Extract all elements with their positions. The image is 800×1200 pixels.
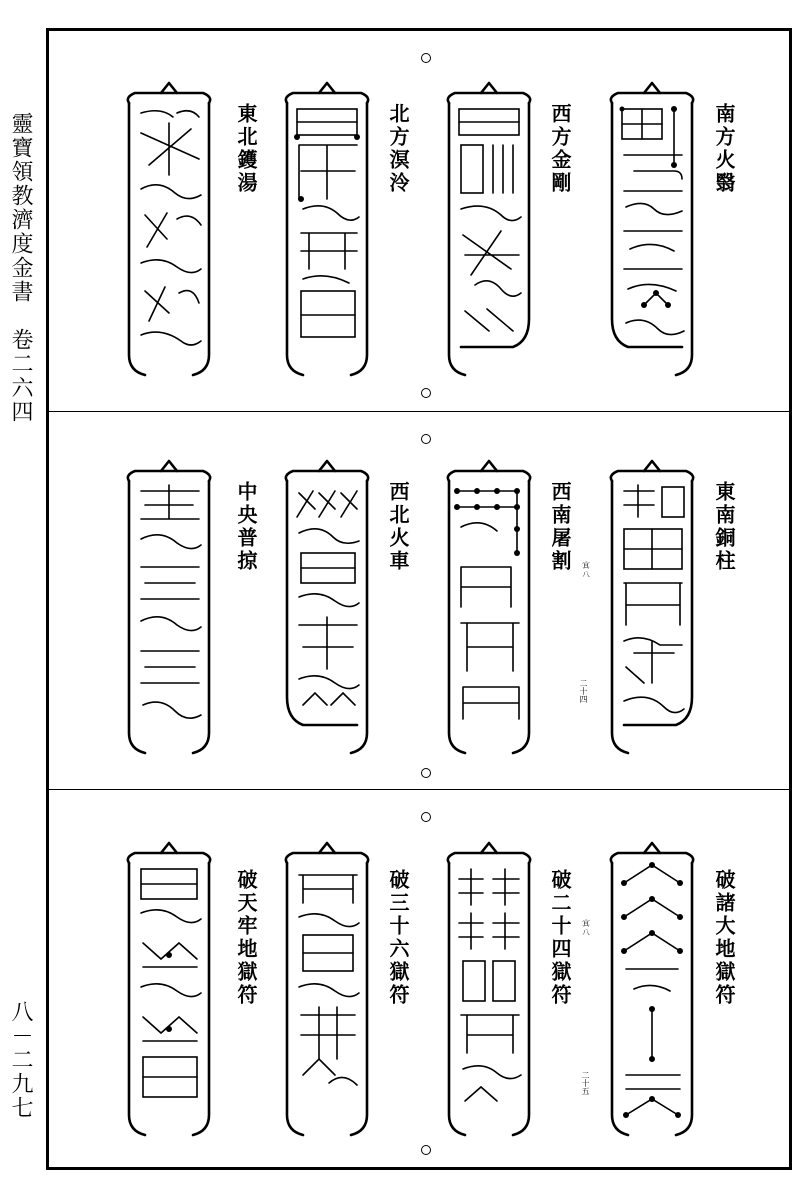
circle-ornament-icon (421, 53, 431, 63)
circle-ornament-icon (421, 812, 431, 822)
talisman-label: 破天牢地獄符 (234, 869, 258, 1007)
talisman-glyph-icon (441, 79, 537, 389)
talisman-note: 二十四 (579, 679, 588, 703)
talisman-label: 中央普掠 (234, 481, 258, 573)
talisman-glyph-icon (121, 79, 217, 389)
talisman-glyph-icon (121, 457, 217, 767)
talisman-glyph-icon (279, 457, 375, 767)
talisman-note: 二十五 (581, 1071, 590, 1095)
talisman-glyph-icon (604, 839, 700, 1149)
talisman-glyph-icon (121, 839, 217, 1149)
section-divider (49, 789, 789, 790)
talisman-glyph-icon (441, 457, 537, 767)
circle-ornament-icon (421, 768, 431, 778)
circle-ornament-icon (421, 1145, 431, 1155)
circle-ornament-icon (421, 388, 431, 398)
talisman-note: 𡨋八 (581, 919, 590, 935)
talisman-glyph-icon (441, 839, 537, 1149)
circle-ornament-icon (421, 434, 431, 444)
talisman-label: 北方溟泠 (386, 103, 410, 195)
talisman-label: 破三十六獄符 (386, 869, 410, 1007)
talisman-glyph-icon (279, 79, 375, 389)
book-title-column: 靈寶領教濟度金書 卷二六四 (8, 112, 33, 424)
talisman-glyph-icon (604, 457, 700, 767)
talisman-label: 東南銅柱 (712, 481, 736, 573)
talisman-label: 東北鑊湯 (234, 103, 258, 195)
page-number: 八－二九七 (8, 1000, 33, 1120)
talisman-label: 西北火車 (386, 481, 410, 573)
talisman-label: 破諸大地獄符 (712, 869, 736, 1007)
talisman-label: 南方火翳 (712, 103, 736, 195)
talisman-label: 破二十四獄符 (548, 869, 572, 1007)
talisman-note: 𡨋八 (581, 561, 590, 577)
section-divider (49, 411, 789, 412)
talisman-glyph-icon (604, 79, 700, 389)
talisman-label: 西方金剛 (548, 103, 572, 195)
talisman-label: 西南屠割 (548, 481, 572, 573)
page-frame (46, 28, 792, 1170)
talisman-glyph-icon (279, 839, 375, 1149)
